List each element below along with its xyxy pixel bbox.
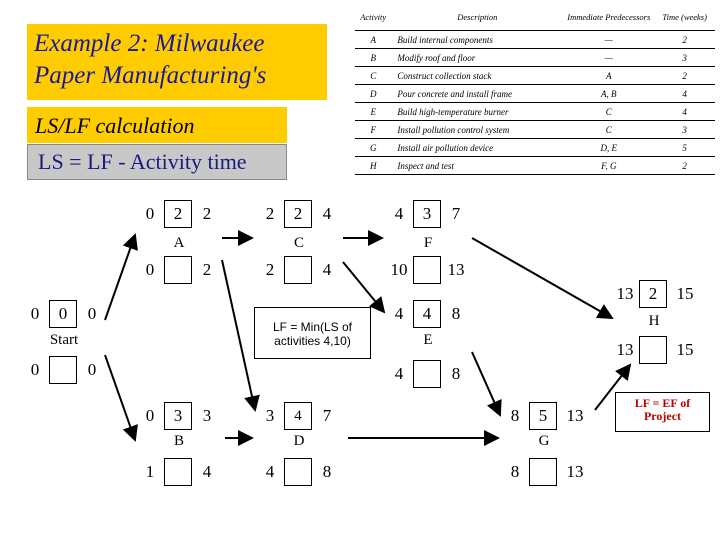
- a-label: A: [173, 235, 185, 251]
- predecessors-cell: C: [563, 121, 654, 139]
- a-lf: 2: [202, 260, 212, 279]
- start-label: Start: [49, 332, 79, 348]
- h-lf: 15: [676, 340, 694, 359]
- time-cell: 3: [654, 121, 715, 139]
- d-ls: 4: [265, 462, 275, 481]
- a-time: 2: [164, 200, 192, 228]
- b-es: 0: [145, 406, 155, 425]
- d-time: 4: [284, 402, 312, 430]
- e-es: 4: [394, 304, 404, 323]
- g-slack: [529, 458, 557, 486]
- lf-project-callout: LF = EF of Project: [615, 392, 710, 432]
- start-time: 0: [49, 300, 77, 328]
- d-label: D: [293, 433, 305, 449]
- activity-cell: C: [355, 67, 391, 85]
- start-es: 0: [30, 304, 40, 323]
- c-es: 2: [265, 204, 275, 223]
- g-lf: 13: [566, 462, 584, 481]
- d-slack: [284, 458, 312, 486]
- f-ls: 10: [390, 260, 408, 279]
- description-cell: Install pollution control system: [391, 121, 563, 139]
- predecessors-cell: F, G: [563, 157, 654, 175]
- g-time: 5: [529, 402, 557, 430]
- time-cell: 5: [654, 139, 715, 157]
- c-ls: 2: [265, 260, 275, 279]
- time-cell: 2: [654, 67, 715, 85]
- description-cell: Modify roof and floor: [391, 49, 563, 67]
- activity-cell: D: [355, 85, 391, 103]
- g-label: G: [538, 433, 550, 449]
- b-ls: 1: [145, 462, 155, 481]
- arrow-start-a: [105, 235, 135, 320]
- d-es: 3: [265, 406, 275, 425]
- d-lf: 8: [322, 462, 332, 481]
- description-cell: Inspect and test: [391, 157, 563, 175]
- description-cell: Construct collection stack: [391, 67, 563, 85]
- start-ls: 0: [30, 360, 40, 379]
- g-es: 8: [510, 406, 520, 425]
- arrow-f-h: [472, 238, 612, 318]
- f-time: 3: [413, 200, 441, 228]
- start-ef: 0: [87, 304, 97, 323]
- e-slack: [413, 360, 441, 388]
- c-lf: 4: [322, 260, 332, 279]
- activity-cell: F: [355, 121, 391, 139]
- b-label: B: [173, 433, 184, 449]
- e-ls: 4: [394, 364, 404, 383]
- h-time: 2: [639, 280, 667, 308]
- f-slack: [413, 256, 441, 284]
- activity-cell: G: [355, 139, 391, 157]
- start-lf: 0: [87, 360, 97, 379]
- lf-min-callout: LF = Min(LS of activities 4,10): [254, 307, 371, 359]
- a-es: 0: [145, 204, 155, 223]
- arrow-a-d: [222, 260, 255, 410]
- activity-cell: A: [355, 31, 391, 49]
- f-label: F: [423, 235, 433, 251]
- time-cell: 4: [654, 85, 715, 103]
- c-slack: [284, 256, 312, 284]
- e-time: 4: [413, 300, 441, 328]
- description-cell: Build high-temperature burner: [391, 103, 563, 121]
- start-slack: [49, 356, 77, 384]
- time-cell: 2: [654, 157, 715, 175]
- g-ef: 13: [566, 406, 584, 425]
- b-ef: 3: [202, 406, 212, 425]
- time-cell: 4: [654, 103, 715, 121]
- a-slack: [164, 256, 192, 284]
- a-ef: 2: [202, 204, 212, 223]
- b-slack: [164, 458, 192, 486]
- time-cell: 3: [654, 49, 715, 67]
- title-line-2: Paper Manufacturing's: [34, 62, 267, 89]
- title-line-1: Example 2: Milwaukee: [34, 30, 265, 57]
- h-label: H: [648, 313, 660, 329]
- arrow-start-b: [105, 355, 135, 440]
- d-ef: 7: [322, 406, 332, 425]
- header-time: Time (weeks): [654, 4, 715, 31]
- activity-cell: E: [355, 103, 391, 121]
- predecessors-cell: C: [563, 103, 654, 121]
- predecessors-cell: A, B: [563, 85, 654, 103]
- predecessors-cell: —: [563, 49, 654, 67]
- arrow-e-g: [472, 352, 500, 415]
- arrow-c-e: [343, 262, 384, 312]
- g-ls: 8: [510, 462, 520, 481]
- header-activity: Activity: [355, 4, 391, 31]
- h-slack: [639, 336, 667, 364]
- predecessors-cell: A: [563, 67, 654, 85]
- c-label: C: [293, 235, 304, 251]
- e-label: E: [423, 332, 433, 348]
- time-cell: 2: [654, 31, 715, 49]
- subtitle: LS/LF calculation: [35, 113, 195, 138]
- h-es: 13: [616, 284, 634, 303]
- h-ef: 15: [676, 284, 694, 303]
- predecessors-cell: —: [563, 31, 654, 49]
- c-ef: 4: [322, 204, 332, 223]
- activity-cell: B: [355, 49, 391, 67]
- e-lf: 8: [451, 364, 461, 383]
- f-lf: 13: [447, 260, 465, 279]
- description-cell: Build internal components: [391, 31, 563, 49]
- predecessors-cell: D, E: [563, 139, 654, 157]
- activity-cell: H: [355, 157, 391, 175]
- e-ef: 8: [451, 304, 461, 323]
- description-cell: Pour concrete and install frame: [391, 85, 563, 103]
- description-cell: Install air pollution device: [391, 139, 563, 157]
- f-ef: 7: [451, 204, 461, 223]
- f-es: 4: [394, 204, 404, 223]
- header-description: Description: [391, 4, 563, 31]
- formula: LS = LF - Activity time: [38, 149, 247, 174]
- header-predecessors: Immediate Predecessors: [563, 4, 654, 31]
- a-ls: 0: [145, 260, 155, 279]
- c-time: 2: [284, 200, 312, 228]
- b-lf: 4: [202, 462, 212, 481]
- h-ls: 13: [616, 340, 634, 359]
- b-time: 3: [164, 402, 192, 430]
